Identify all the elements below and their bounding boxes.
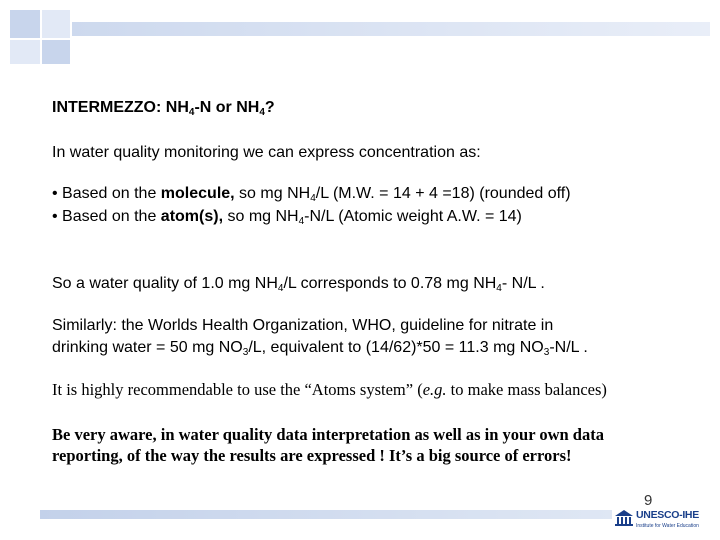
footer-bar: [40, 510, 612, 519]
logo-name: UNESCO-IHE: [636, 509, 699, 521]
decor-square: [10, 10, 40, 38]
warning-line2: reporting, of the way the results are expressed ! It’s a big source of errors!: [52, 446, 572, 465]
slide-title: INTERMEZZO: $NH_4-N$ or $NH_4$?: [52, 99, 275, 118]
who-guideline-line2: drinking water = 50 mg $NO_3/L$, equivalent to (14/62)*50 = 11.3 mg $NO_3-N/L$ .: [52, 339, 588, 358]
recommendation: It is highly recommendable to use the “Atoms system” (e.g. to make mass balances): [52, 380, 607, 399]
warning-line1: Be very aware, in water quality data interpretation as well as in your own data: [52, 425, 604, 444]
intro-text: In water quality monitoring we can express concentration as:: [52, 144, 481, 161]
unesco-ihe-logo: [614, 506, 714, 536]
logo-tagline: Institute for Water Education: [636, 523, 699, 529]
decor-square: [42, 10, 70, 38]
who-guideline-line1: Similarly: the Worlds Health Organization, WHO, guideline for nitrate in: [52, 317, 554, 334]
decor-square: [10, 40, 40, 64]
decor-square: [42, 40, 70, 64]
conversion-example: So a water quality of 1.0 mg $NH_4/L$ corresponds to 0.78 mg $NH_4-$ N/L .: [52, 275, 545, 294]
bullet-atom: • Based on the atom(s), so mg $NH_4-N/L$ (Atomic weight A.W. = 14): [52, 208, 522, 227]
page-number: 9: [644, 492, 653, 509]
header-bar: [72, 22, 710, 36]
temple-icon: [614, 508, 634, 528]
bullet-molecule: • Based on the molecule, so mg $NH_4/L$ (M.W. = 14 + 4 =18) (rounded off): [52, 185, 571, 204]
